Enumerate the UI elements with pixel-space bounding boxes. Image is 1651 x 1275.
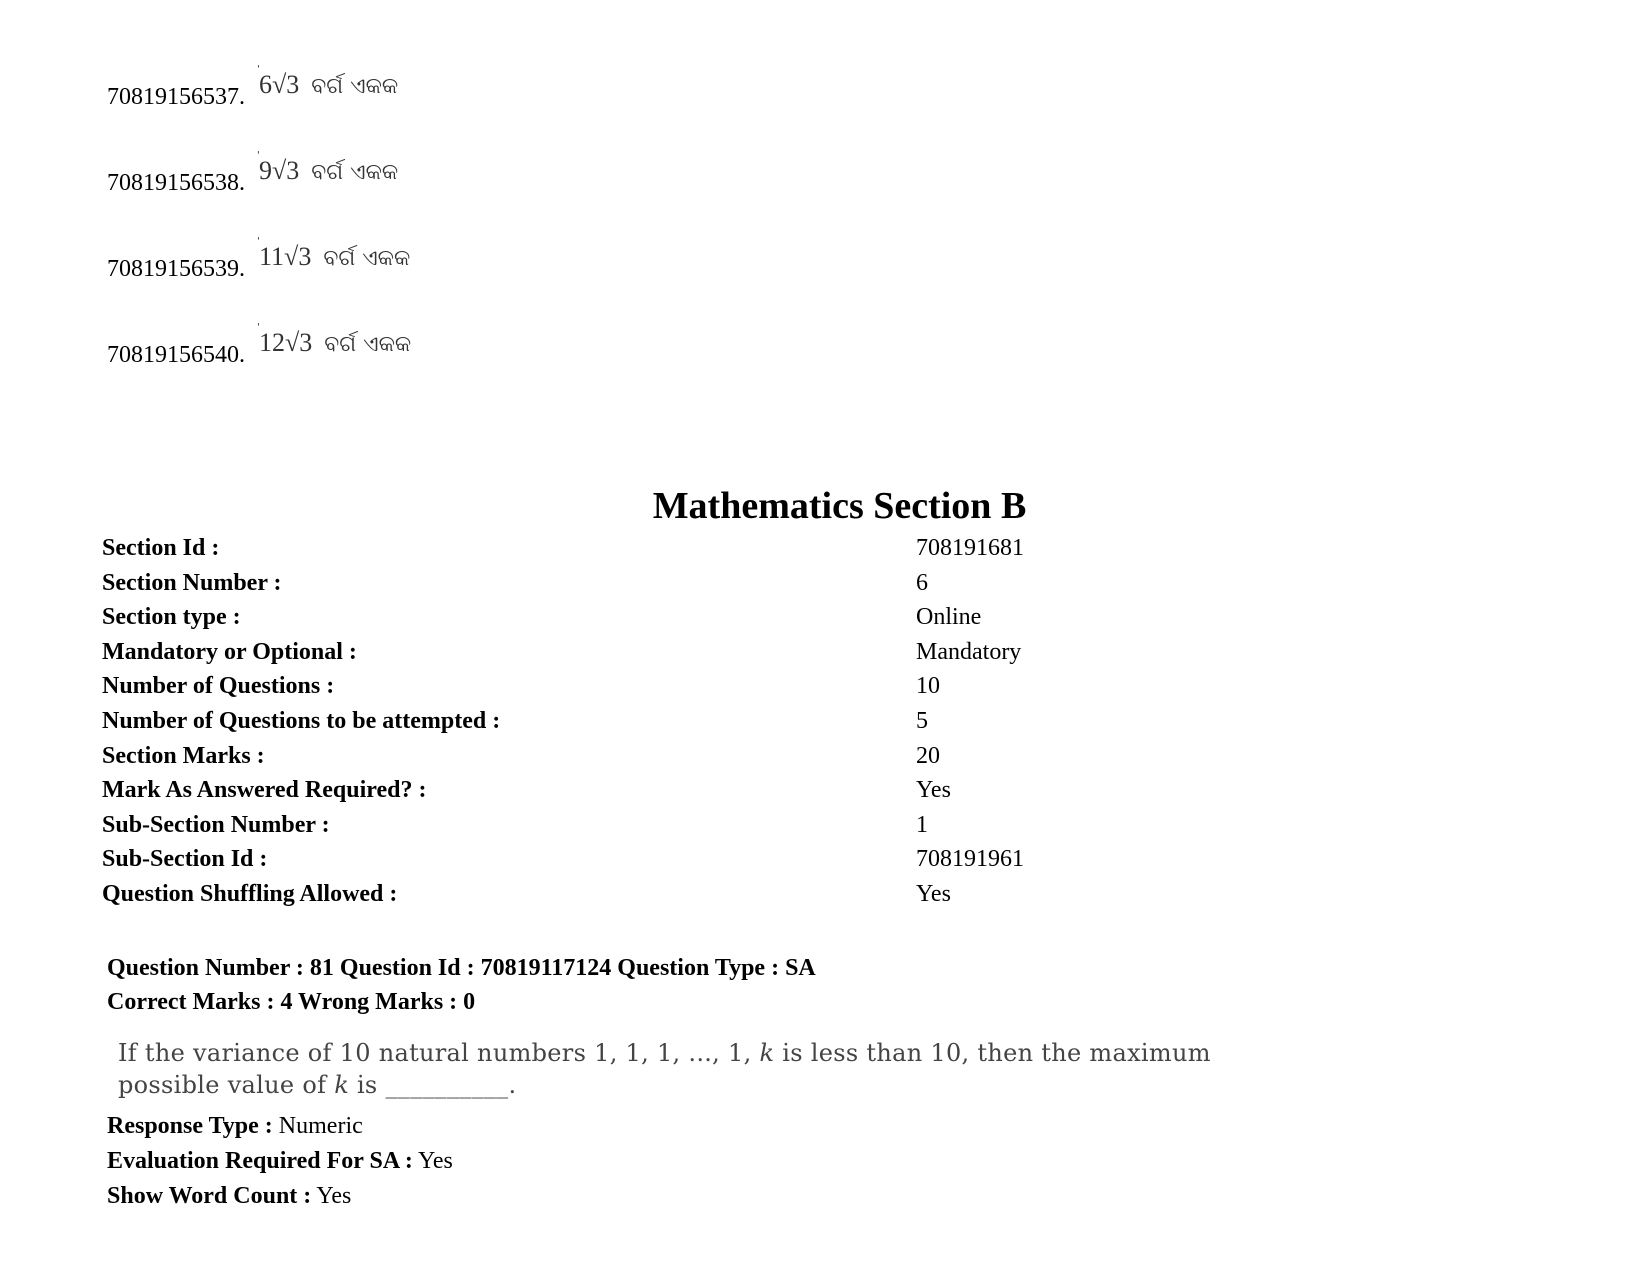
option-unit: ବର୍ଗ ଏକକ — [311, 160, 399, 185]
option-id: 70819156540. — [107, 342, 245, 368]
info-value: 10 — [916, 673, 940, 700]
info-value: 6 — [916, 569, 928, 596]
info-row — [102, 812, 1202, 847]
info-value: Online — [916, 604, 982, 631]
info-row — [102, 881, 1202, 916]
option-coefficient: 9 — [259, 156, 272, 185]
option-id: 70819156538. — [107, 170, 245, 196]
option-id: 70819156537. — [107, 84, 245, 110]
info-row — [102, 708, 1202, 743]
option-coefficient: 11 — [259, 242, 285, 271]
info-value: 1 — [916, 811, 928, 838]
section-info-table — [102, 535, 1202, 916]
info-label: Section Number : — [102, 569, 282, 596]
info-value: 5 — [916, 707, 928, 734]
answer-blank: __________. — [385, 1071, 517, 1099]
info-label: Section type : — [102, 604, 241, 631]
info-row — [102, 777, 1202, 812]
option-radical: √3 — [284, 242, 312, 271]
info-row — [102, 673, 1202, 708]
info-label: Mark As Answered Required? : — [102, 777, 427, 804]
option-image: ' 9√3 ବର୍ଗ ଏକକ — [257, 150, 399, 185]
option-image: ' 11√3 ବର୍ଗ ଏକକ — [257, 236, 411, 271]
option-row — [107, 236, 707, 328]
option-unit: ବର୍ଗ ଏକକ — [311, 74, 399, 99]
option-radical: √3 — [272, 70, 300, 99]
option-radical: √3 — [272, 156, 300, 185]
question-text-part: possible value of — [118, 1071, 335, 1099]
info-value: 20 — [916, 742, 940, 769]
question-text — [118, 1037, 1228, 1101]
meta-row — [107, 1183, 907, 1218]
info-label: Number of Questions : — [102, 673, 335, 700]
option-radical: √3 — [285, 328, 313, 357]
question-text-part: is — [349, 1071, 386, 1099]
option-unit: ବର୍ଗ ଏକକ — [324, 332, 412, 357]
info-row — [102, 570, 1202, 605]
info-label: Number of Questions to be attempted : — [102, 707, 501, 734]
option-row — [107, 150, 707, 242]
info-label: Sub-Section Number : — [102, 811, 330, 838]
info-label: Mandatory or Optional : — [102, 638, 357, 665]
options-list — [107, 64, 707, 414]
info-value: Yes — [916, 880, 951, 907]
info-row — [102, 604, 1202, 639]
info-value: 708191961 — [916, 846, 1024, 873]
option-image: ' 6√3 ବର୍ଗ ଏକକ — [257, 64, 399, 99]
question-marks: Correct Marks : 4 Wrong Marks : 0 — [107, 989, 476, 1015]
meta-value: Yes — [311, 1183, 352, 1209]
info-label: Section Id : — [102, 535, 220, 561]
question-variable: k — [334, 1071, 350, 1099]
option-coefficient: 6 — [259, 70, 272, 99]
info-label: Section Marks : — [102, 742, 265, 769]
info-row — [102, 743, 1202, 778]
option-id: 70819156539. — [107, 256, 245, 282]
question-text-part: If the variance of 10 natural numbers 1, 1, 1, ..., 1, — [118, 1039, 760, 1067]
meta-value: Numeric — [272, 1113, 363, 1139]
option-unit: ବର୍ଗ ଏକକ — [323, 246, 411, 271]
info-label: Question Shuffling Allowed : — [102, 880, 398, 907]
meta-key: Show Word Count : — [107, 1183, 312, 1209]
question-variable: k — [759, 1039, 775, 1067]
meta-key: Response Type : — [107, 1113, 273, 1139]
meta-value: Yes — [412, 1148, 453, 1174]
option-image: ' 12√3 ବର୍ଗ ଏକକ — [257, 322, 412, 357]
question-header: Question Number : 81 Question Id : 70819117124 Question Type : SA — [107, 955, 816, 981]
meta-row — [107, 1113, 907, 1148]
info-label: Sub-Section Id : — [102, 846, 268, 873]
info-row — [102, 846, 1202, 881]
meta-key: Evaluation Required For SA : — [107, 1148, 413, 1174]
question-text-part: is less than 10, then the maximum — [774, 1039, 1211, 1067]
option-coefficient: 12 — [259, 328, 285, 357]
option-row — [107, 64, 707, 156]
info-value: 708191681 — [916, 535, 1024, 561]
info-value: Mandatory — [916, 638, 1022, 665]
info-row — [102, 639, 1202, 674]
info-row — [102, 535, 1202, 570]
question-meta — [107, 1113, 907, 1218]
question-block — [107, 955, 1307, 1099]
info-value: Yes — [916, 777, 951, 804]
option-row — [107, 322, 707, 414]
meta-row — [107, 1148, 907, 1183]
section-title: Mathematics Section B — [652, 485, 1027, 527]
